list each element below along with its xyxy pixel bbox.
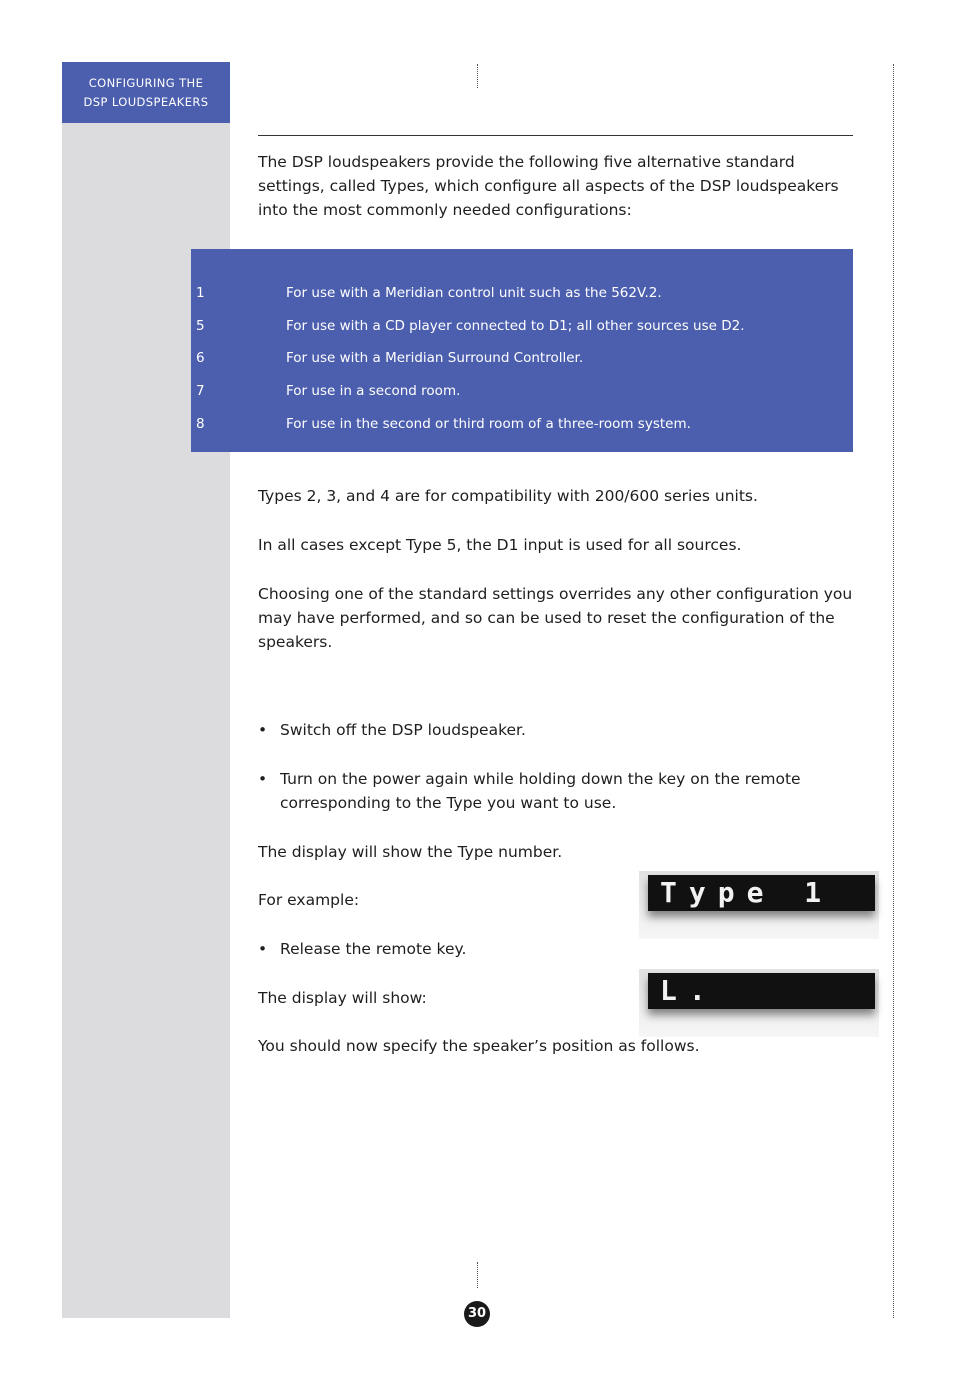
- override-paragraph: Choosing one of the standard settings overrides any other configuration you may have performed, and so can be used to reset the configuration of the speakers.: [258, 585, 853, 651]
- display-type-paragraph: The display will show the Type number.: [258, 843, 563, 861]
- section-tab-line-1: CONFIGURING THE: [88, 75, 204, 90]
- lcd-readout: L.: [648, 973, 875, 1009]
- header-rule: [258, 135, 853, 136]
- types-table: [191, 249, 853, 452]
- d1-paragraph: In all cases except Type 5, the D1 input is used for all sources.: [258, 536, 742, 554]
- type-description: For use in the second or third room of a three-room system.: [286, 416, 691, 432]
- type-description: For use with a Meridian control unit such as the 562V.2.: [286, 285, 662, 301]
- bullet-glyph: •: [258, 721, 268, 739]
- lcd-readout: Type 1: [648, 875, 875, 911]
- bullet-glyph: •: [258, 770, 268, 788]
- type-number: 8: [196, 416, 205, 432]
- type-number: 6: [196, 350, 205, 366]
- top-dotted-marker: [477, 64, 478, 88]
- bullet-text: Switch off the DSP loudspeaker.: [280, 721, 526, 739]
- lcd-display-position: [639, 969, 879, 1037]
- bullet-glyph: •: [258, 940, 268, 958]
- type-row: [191, 348, 853, 368]
- type-row: [191, 283, 853, 303]
- type-number: 7: [196, 383, 205, 399]
- type-row: [191, 381, 853, 401]
- page-number: 30: [464, 1301, 490, 1327]
- right-dotted-margin: [893, 64, 894, 1318]
- example-label: For example:: [258, 891, 360, 909]
- type-number: 1: [196, 285, 205, 301]
- type-description: For use with a CD player connected to D1; all other sources use D2.: [286, 318, 745, 334]
- lcd-display-type: [639, 871, 879, 939]
- bottom-dotted-marker: [477, 1262, 478, 1288]
- bullet-switch-off: [258, 718, 853, 742]
- next-step-paragraph: You should now specify the speaker’s position as follows.: [258, 1037, 700, 1055]
- section-tab-line-2: DSP LOUDSPEAKERS: [83, 94, 209, 109]
- type-row: [191, 316, 853, 336]
- display-show-paragraph: The display will show:: [258, 989, 427, 1007]
- type-description: For use with a Meridian Surround Controller.: [286, 350, 584, 366]
- bullet-power-on: [258, 767, 853, 815]
- section-tab: [62, 62, 230, 123]
- bullet-text: Release the remote key.: [280, 940, 467, 958]
- type-row: [191, 414, 853, 434]
- type-number: 5: [196, 318, 205, 334]
- bullet-text: Turn on the power again while holding down the key on the remote corresponding to the Type you want to use.: [280, 770, 801, 812]
- compat-paragraph: Types 2, 3, and 4 are for compatibility with 200/600 series units.: [258, 487, 758, 505]
- type-description: For use in a second room.: [286, 383, 461, 399]
- bullet-release-key: [258, 937, 853, 961]
- intro-paragraph: The DSP loudspeakers provide the following five alternative standard settings, called Types, which configure all aspects of the DSP loudspeakers into the most commonly needed configurations:: [258, 153, 839, 219]
